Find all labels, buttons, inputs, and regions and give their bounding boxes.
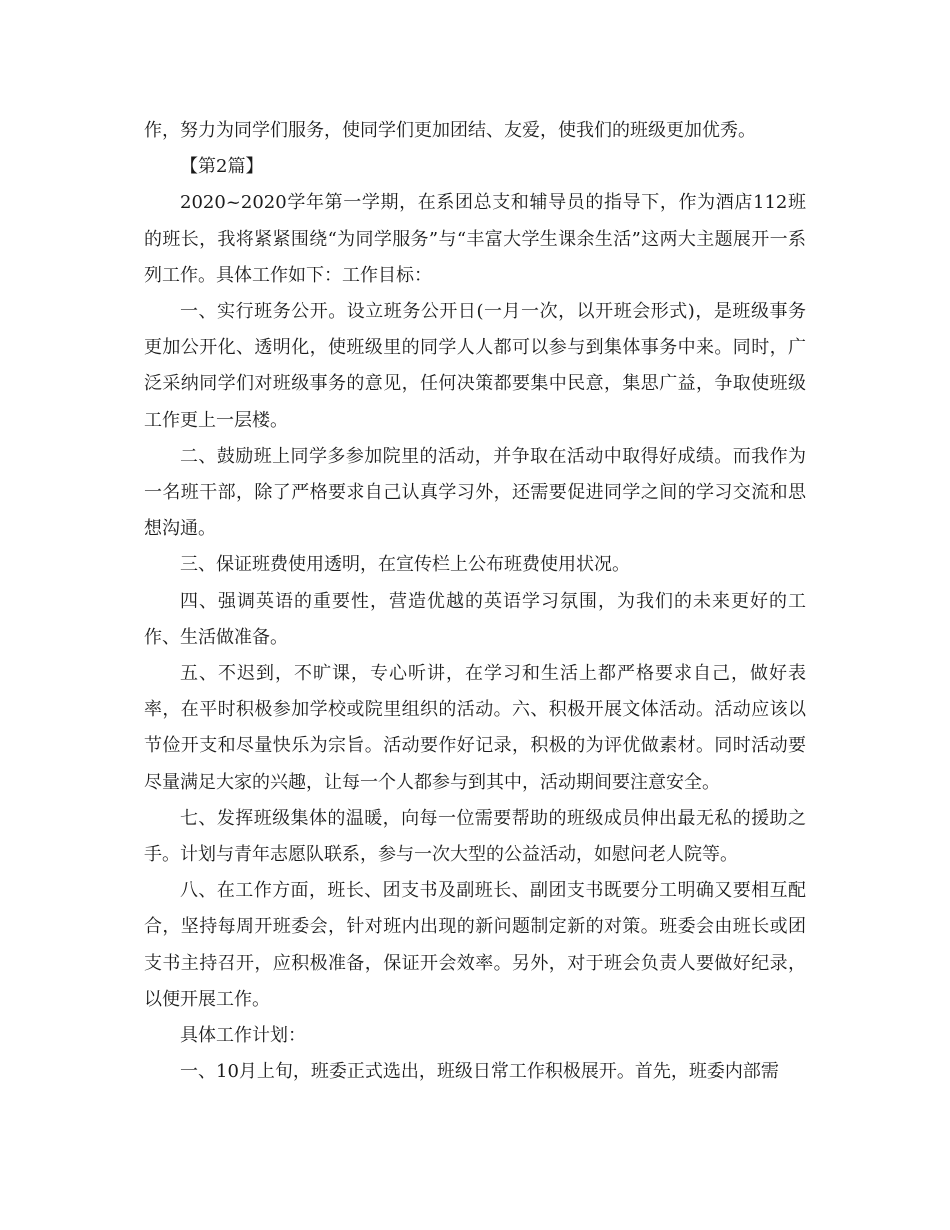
- paragraph-intro: 2020~2020学年第一学期，在系团总支和辅导员的指导下，作为酒店112班的班长，我将紧紧围绕“为同学服务”与“丰富大学生课余生活”这两大主题展开一系列工作。具体工作如下：工作目标：: [144, 192, 806, 286]
- paragraph-item-8: 八、在工作方面，班长、团支书及副班长、副团支书既要分工明确又要相互配合，坚持每周开班委会，针对班内出现的新问题制定新的对策。班委会由班长或团支书主持召开，应积极准备，保证开会效率。另外，对于班会负责人要做好纪录，以便开展工作。: [144, 880, 806, 1010]
- section-heading: 【第2篇】: [180, 156, 264, 178]
- paragraph-item-2: 二、鼓励班上同学多参加院里的活动，并争取在活动中取得好成绩。而我作为一名班干部，除了严格要求自己认真学习外，还需要促进同学之间的学习交流和思想沟通。: [144, 445, 806, 540]
- paragraph-item-1: 一、实行班务公开。设立班务公开日(一月一次，以开班会形式)，是班级事务更加公开化、透明化，使班级里的同学人人都可以参与到集体事务中来。同时，广泛采纳同学们对班级事务的意见，任何决策都要集中民意，集思广益，争取使班级工作更上一层楼。: [144, 301, 806, 431]
- paragraph-item-5-6: 五、不迟到，不旷课，专心听讲，在学习和生活上都严格要求自己，做好表率，在平时积极参加学校或院里组织的活动。六、积极开展文体活动。活动应该以节俭开支和尽量快乐为宗旨。活动要作好记录，积极的为评优做素材。同时活动要尽量满足大家的兴趣，让每一个人都参与到其中，活动期间要注意安全。: [144, 663, 806, 793]
- document-page: [144, 113, 806, 1090]
- paragraph-item-7: 七、发挥班级集体的温暖，向每一位需要帮助的班级成员伸出最无私的援助之手。计划与青年志愿队联系，参与一次大型的公益活动，如慰问老人院等。: [144, 807, 806, 866]
- paragraph-item-4: 四、强调英语的重要性，营造优越的英语学习氛围，为我们的未来更好的工作、生活做准备。: [144, 590, 806, 648]
- paragraph-plan-1: 一、10月上旬，班委正式选出，班级日常工作积极展开。首先，班委内部需: [180, 1061, 779, 1083]
- plan-heading: 具体工作计划：: [180, 1025, 306, 1047]
- paragraph-item-3: 三、保证班费使用透明，在宣传栏上公布班费使用状况。: [180, 554, 630, 576]
- paragraph-continuation: 作，努力为同学们服务，使同学们更加团结、友爱，使我们的班级更加优秀。: [144, 120, 756, 141]
